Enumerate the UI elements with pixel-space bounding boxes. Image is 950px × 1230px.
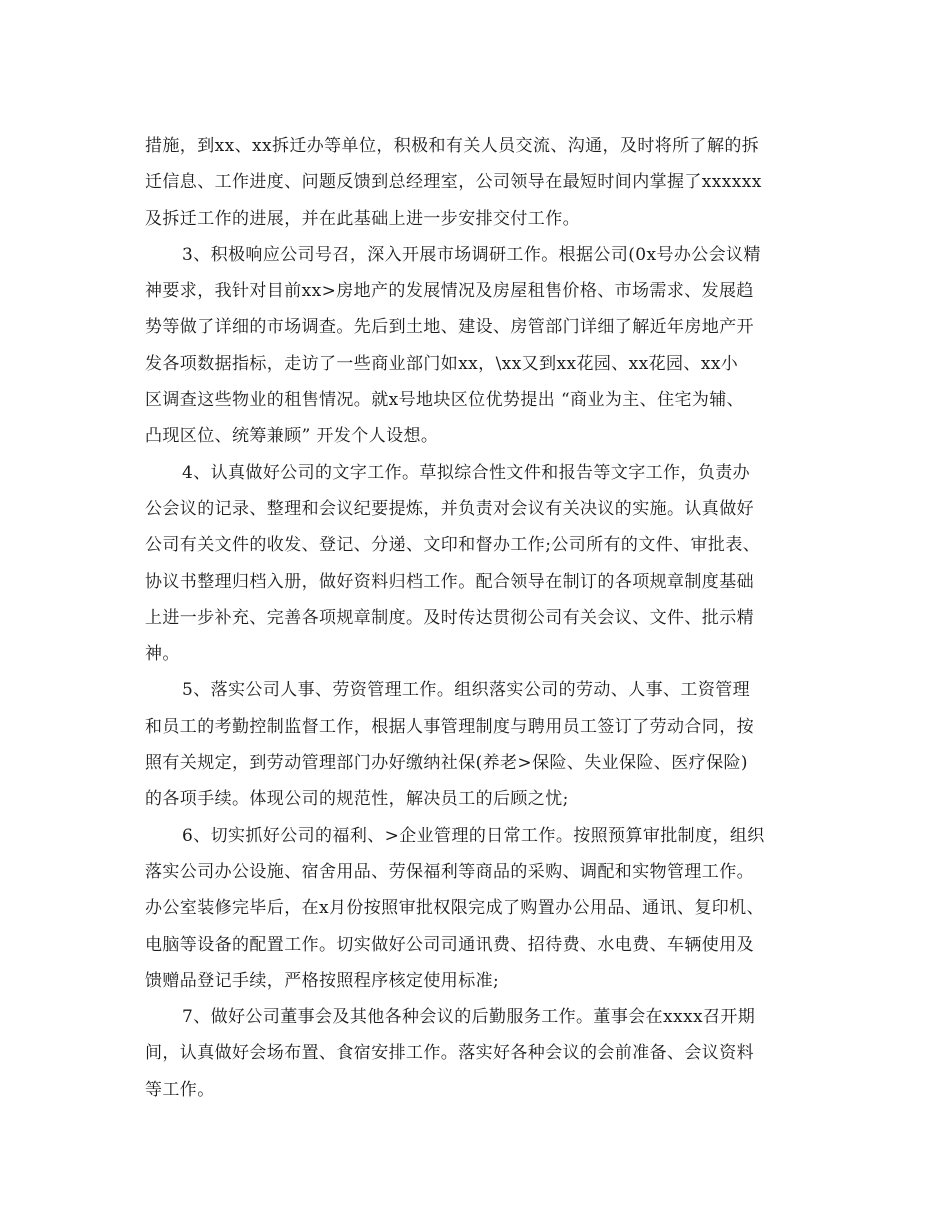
text-line: 及拆迁工作的进展，并在此基础上进一步安排交付工作。 [145, 208, 580, 229]
text-line: 照有关规定，到劳动管理部门办好缴纳社保(养老>保险、失业保险、医疗保险) [145, 753, 748, 774]
text-line: 迁信息、工作进度、问题反馈到总经理室，公司领导在最短时间内掌握了xxxxxx [145, 172, 762, 193]
paragraph-first-line: 6、切实抓好公司的福利、>企业管理的日常工作。按照预算审批制度，组织 [182, 825, 765, 846]
paragraph-first-line: 3、积极响应公司号召，深入开展市场调研工作。根据公司(0x号办公会议精 [182, 244, 761, 265]
text-line: 势等做了详细的市场调查。先后到土地、建设、房管部门详细了解近年房地产开 [145, 317, 754, 338]
paragraph-first-line: 5、落实公司人事、劳资管理工作。组织落实公司的劳动、人事、工资管理 [182, 680, 751, 701]
text-line: 神。 [145, 644, 180, 665]
document-body [145, 128, 810, 1108]
text-line: 区调查这些物业的租售情况。就x号地块区位优势提出 “商业为主、住宅为辅、 [145, 390, 745, 411]
text-line: 协议书整理归档入册，做好资料归档工作。配合领导在制订的各项规章制度基础 [145, 571, 754, 592]
text-line: 凸现区位、统筹兼顾” 开发个人设想。 [145, 426, 439, 447]
text-line: 等工作。 [145, 1079, 215, 1100]
text-line: 上进一步补充、完善各项规章制度。及时传达贯彻公司有关会议、文件、批示精 [145, 607, 754, 628]
text-line: 公会议的记录、整理和会议纪要提炼，并负责对会议有关决议的实施。认真做好 [145, 498, 754, 519]
text-line: 的各项手续。体现公司的规范性，解决员工的后顾之忧; [145, 789, 569, 810]
text-line: 措施，到xx、xx拆迁办等单位，积极和有关人员交流、沟通，及时将所了解的拆 [145, 136, 760, 156]
text-line: 办公室装修完毕后，在x月份按照审批权限完成了购置办公用品、通讯、复印机、 [145, 898, 764, 919]
text-line: 和员工的考勤控制监督工作，根据人事管理制度与聘用员工签订了劳动合同，按 [145, 716, 754, 737]
text-line: 间，认真做好会场布置、食宿安排工作。落实好各种会议的会前准备、会议资料 [145, 1043, 754, 1064]
text-line: 神要求，我针对目前xx>房地产的发展情况及房屋租售价格、市场需求、发展趋 [145, 281, 754, 302]
paragraph-first-line: 7、做好公司董事会及其他各种会议的后勤服务工作。董事会在xxxx召开期 [182, 1007, 756, 1028]
text-line: 电脑等设备的配置工作。切实做好公司司通讯费、招待费、水电费、车辆使用及 [145, 934, 754, 955]
text-line: 公司有关文件的收发、登记、分递、文印和督办工作;公司所有的文件、审批表、 [145, 535, 761, 556]
text-line: 落实公司办公设施、宿舍用品、劳保福利等商品的采购、调配和实物管理工作。 [145, 861, 754, 882]
paragraph-first-line: 4、认真做好公司的文字工作。草拟综合性文件和报告等文字工作，负责办 [182, 462, 751, 483]
text-line: 发各项数据指标，走访了一些商业部门如xx，\xx又到xx花园、xx花园、xx小 [145, 353, 739, 374]
text-line: 馈赠品登记手续，严格按照程序核定使用标准; [145, 970, 500, 991]
